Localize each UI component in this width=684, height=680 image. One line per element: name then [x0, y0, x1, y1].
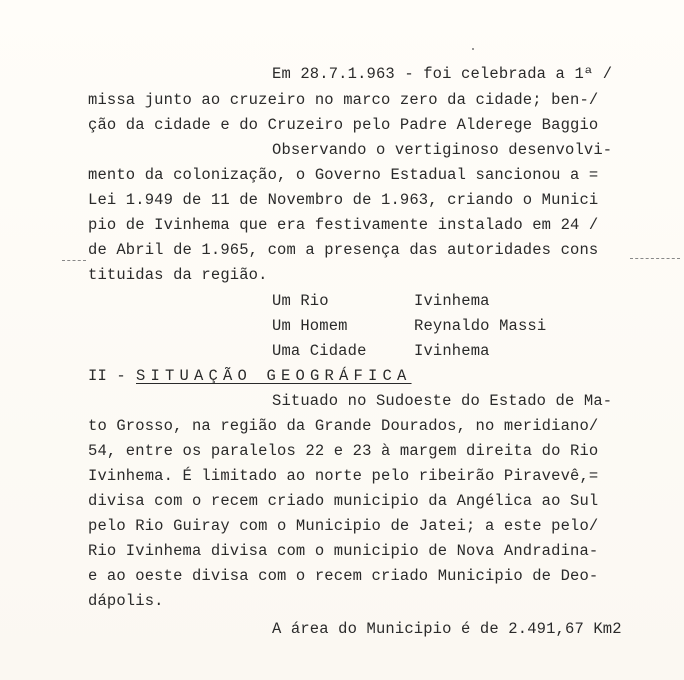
paragraph3-line7: Rio Ivinhema divisa com o municipio de Nova Andradina-: [88, 542, 599, 560]
paragraph3-line4: Ivinhema. É limitado ao norte pelo ribeirão Piravevê,=: [88, 467, 599, 485]
margin-dash-left: [62, 260, 86, 261]
paragraph3-line5: divisa com o recem criado municipio da Angélica ao Sul: [88, 492, 599, 510]
paragraph2-line5: de Abril de 1.965, com a presença das autoridades cons: [88, 241, 599, 259]
section-title: SITUAÇÃO GEOGRÁFICA: [136, 367, 412, 385]
section-number: II -: [88, 367, 126, 385]
paragraph2-line1: Observando o vertiginoso desenvolvi-: [272, 141, 613, 159]
paragraph1-line3: ção da cidade e do Cruzeiro pelo Padre Alderege Baggio: [88, 116, 599, 134]
paragraph3-line9: dápolis.: [88, 592, 164, 610]
motto-label-3: Uma Cidade: [272, 342, 367, 360]
paragraph3-line6: pelo Rio Guiray com o Municipio de Jatei; a este pelo/: [88, 517, 599, 535]
paragraph3-line3: 54, entre os paralelos 22 e 23 à margem direita do Rio: [88, 442, 599, 460]
motto-value-2: Reynaldo Massi: [414, 317, 547, 335]
paragraph1-line2: missa junto ao cruzeiro no marco zero da cidade; ben-/: [88, 91, 599, 109]
motto-label-2: Um Homem: [272, 317, 348, 335]
paragraph1-line1: Em 28.7.1.963 - foi celebrada a 1ª /: [272, 65, 613, 83]
margin-dash-right: [630, 258, 680, 259]
paragraph3-line1: Situado no Sudoeste do Estado de Ma-: [272, 392, 613, 410]
paragraph2-line2: mento da colonização, o Governo Estadual sancionou a =: [88, 166, 599, 184]
paragraph2-line3: Lei 1.949 de 11 de Novembro de 1.963, criando o Munici: [88, 191, 599, 209]
paragraph2-line6: tituidas da região.: [88, 266, 268, 284]
motto-value-1: Ivinhema: [414, 292, 490, 310]
area-line: A área do Municipio é de 2.491,67 Km2: [272, 620, 622, 638]
paragraph2-line4: pio de Ivinhema que era festivamente instalado em 24 /: [88, 216, 599, 234]
ink-speck: [472, 48, 474, 50]
motto-value-3: Ivinhema: [414, 342, 490, 360]
motto-label-1: Um Rio: [272, 292, 329, 310]
paragraph3-line2: to Grosso, na região da Grande Dourados, no meridiano/: [88, 417, 599, 435]
paragraph3-line8: e ao oeste divisa com o recem criado Municipio de Deo-: [88, 567, 599, 585]
